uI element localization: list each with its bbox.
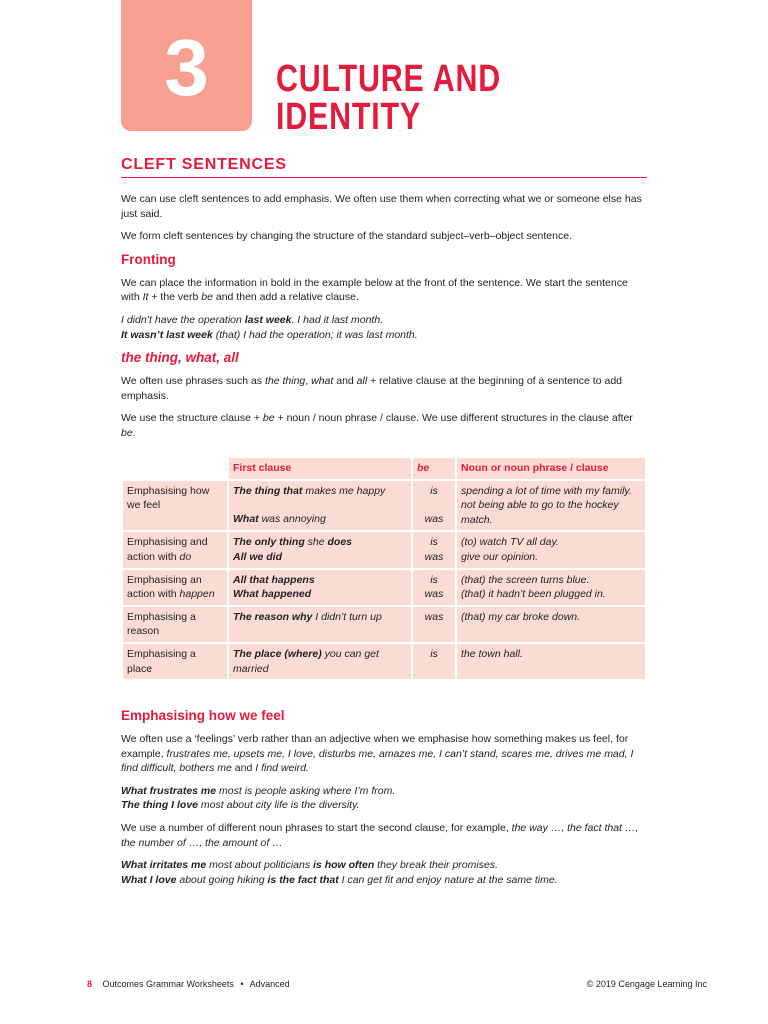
feelings-paragraph-1: We often use a ‘feelings’ verb rather than an adjective when we emphasise how something makes us feel, for example, frustrates me, upsets me, I love, disturbs me, amazes me, I can’t stand, scares me, drives me mad, I find difficult, bothers me and I find weird. — [121, 733, 634, 775]
noun-phrase-cell: (that) my car broke down. — [457, 607, 645, 642]
table-row — [123, 607, 645, 642]
fronting-paragraph: We can place the information in bold in the example below at the front of the sentence. We start the sentence with It + the verb be and then add a relative clause. — [121, 276, 628, 304]
unit-title-line2: IDENTITY — [276, 96, 421, 138]
fronting-heading: Fronting — [121, 251, 176, 267]
noun-phrase-cell: the town hall. — [457, 644, 645, 679]
fronting-examples — [121, 313, 647, 342]
row-label: Emphasising a place — [123, 644, 227, 679]
table-row — [123, 532, 645, 567]
be-cell: is was — [413, 570, 455, 605]
section-heading: CLEFT SENTENCES — [121, 158, 647, 178]
row-label: Emphasising how we feel — [123, 481, 227, 531]
unit-title-line1: CULTURE AND — [276, 58, 501, 100]
feelings-section — [121, 702, 647, 895]
page-footer — [87, 978, 707, 990]
footer-separator: • — [240, 979, 244, 989]
first-clause-cell: The only thing she does All we did — [229, 532, 411, 567]
table-header-noun: Noun or noun phrase / clause — [457, 458, 645, 479]
first-clause-cell: All that happens What happened — [229, 570, 411, 605]
feelings-heading: Emphasising how we feel — [121, 708, 285, 723]
fronting-example-1: I didn’t have the operation last week. I had it last month. — [121, 313, 384, 326]
cleft-structure-table — [121, 456, 647, 681]
first-clause-cell: The thing that makes me happy What was annoying — [229, 481, 411, 531]
book-title: Outcomes Grammar Worksheets — [102, 979, 234, 989]
first-clause-cell: The place (where) you can get married — [229, 644, 411, 679]
row-label: Emphasising an action with happen — [123, 570, 227, 605]
intro-paragraph-2: We form cleft sentences by changing the structure of the standard subject–verb–object sentence. — [121, 230, 572, 243]
feelings-example-2: The thing I love most about city life is the diversity. — [121, 799, 360, 812]
be-cell: is was — [413, 532, 455, 567]
noun-phrase-cell: (that) the screen turns blue. (that) it hadn’t been plugged in. — [457, 570, 645, 605]
main-content — [121, 192, 647, 449]
thing-paragraph-2: We use the structure clause + be + noun / noun phrase / clause. We use different structures in the clause after be. — [121, 412, 633, 439]
be-cell: is was — [413, 481, 455, 531]
feelings-paragraph-2: We use a number of different noun phrases to start the second clause, for example, the way …, the fact that …, the number of …, the amount of … — [121, 821, 639, 849]
first-clause-cell: The reason why I didn’t turn up — [229, 607, 411, 642]
feelings-example-1: What frustrates me most is people asking where I’m from. — [121, 784, 396, 797]
unit-number-box — [121, 0, 252, 131]
thing-what-all-heading: the thing, what, all — [121, 350, 239, 366]
noun-phrase-cell: spending a lot of time with my family. not being able to go to the hockey match. — [457, 481, 645, 531]
unit-title — [276, 60, 501, 136]
feelings-example-3: What irritates me most about politicians is how often they break their promises. — [121, 859, 498, 872]
page-number: 8 — [87, 979, 93, 989]
feelings-examples-2 — [121, 858, 647, 887]
feelings-example-4: What I love about going hiking is the fact that I can get fit and enjoy nature at the same time. — [121, 873, 558, 886]
fronting-example-2: It wasn’t last week (that) I had the operation; it was last month. — [121, 328, 418, 341]
be-cell: is — [413, 644, 455, 679]
table-row — [123, 570, 645, 605]
table-header-blank — [123, 458, 227, 479]
table-row — [123, 481, 645, 531]
row-label: Emphasising a reason — [123, 607, 227, 642]
intro-paragraph-1: We can use cleft sentences to add emphasis. We often use them when correcting what we or someone else has just said. — [121, 193, 642, 220]
unit-number: 3 — [164, 23, 209, 112]
be-cell: was — [413, 607, 455, 642]
table-header-first-clause: First clause — [229, 458, 411, 479]
table-header-row — [123, 458, 645, 479]
feelings-examples-1 — [121, 784, 647, 813]
thing-paragraph-1: We often use phrases such as the thing, what and all + relative clause at the beginning of a sentence to add emphasis. — [121, 375, 622, 402]
row-label: Emphasising and action with do — [123, 532, 227, 567]
book-level: Advanced — [249, 979, 290, 989]
noun-phrase-cell: (to) watch TV all day. give our opinion. — [457, 532, 645, 567]
table-header-be: be — [413, 458, 455, 479]
copyright: © 2019 Cengage Learning Inc — [586, 979, 707, 989]
table-row — [123, 644, 645, 679]
